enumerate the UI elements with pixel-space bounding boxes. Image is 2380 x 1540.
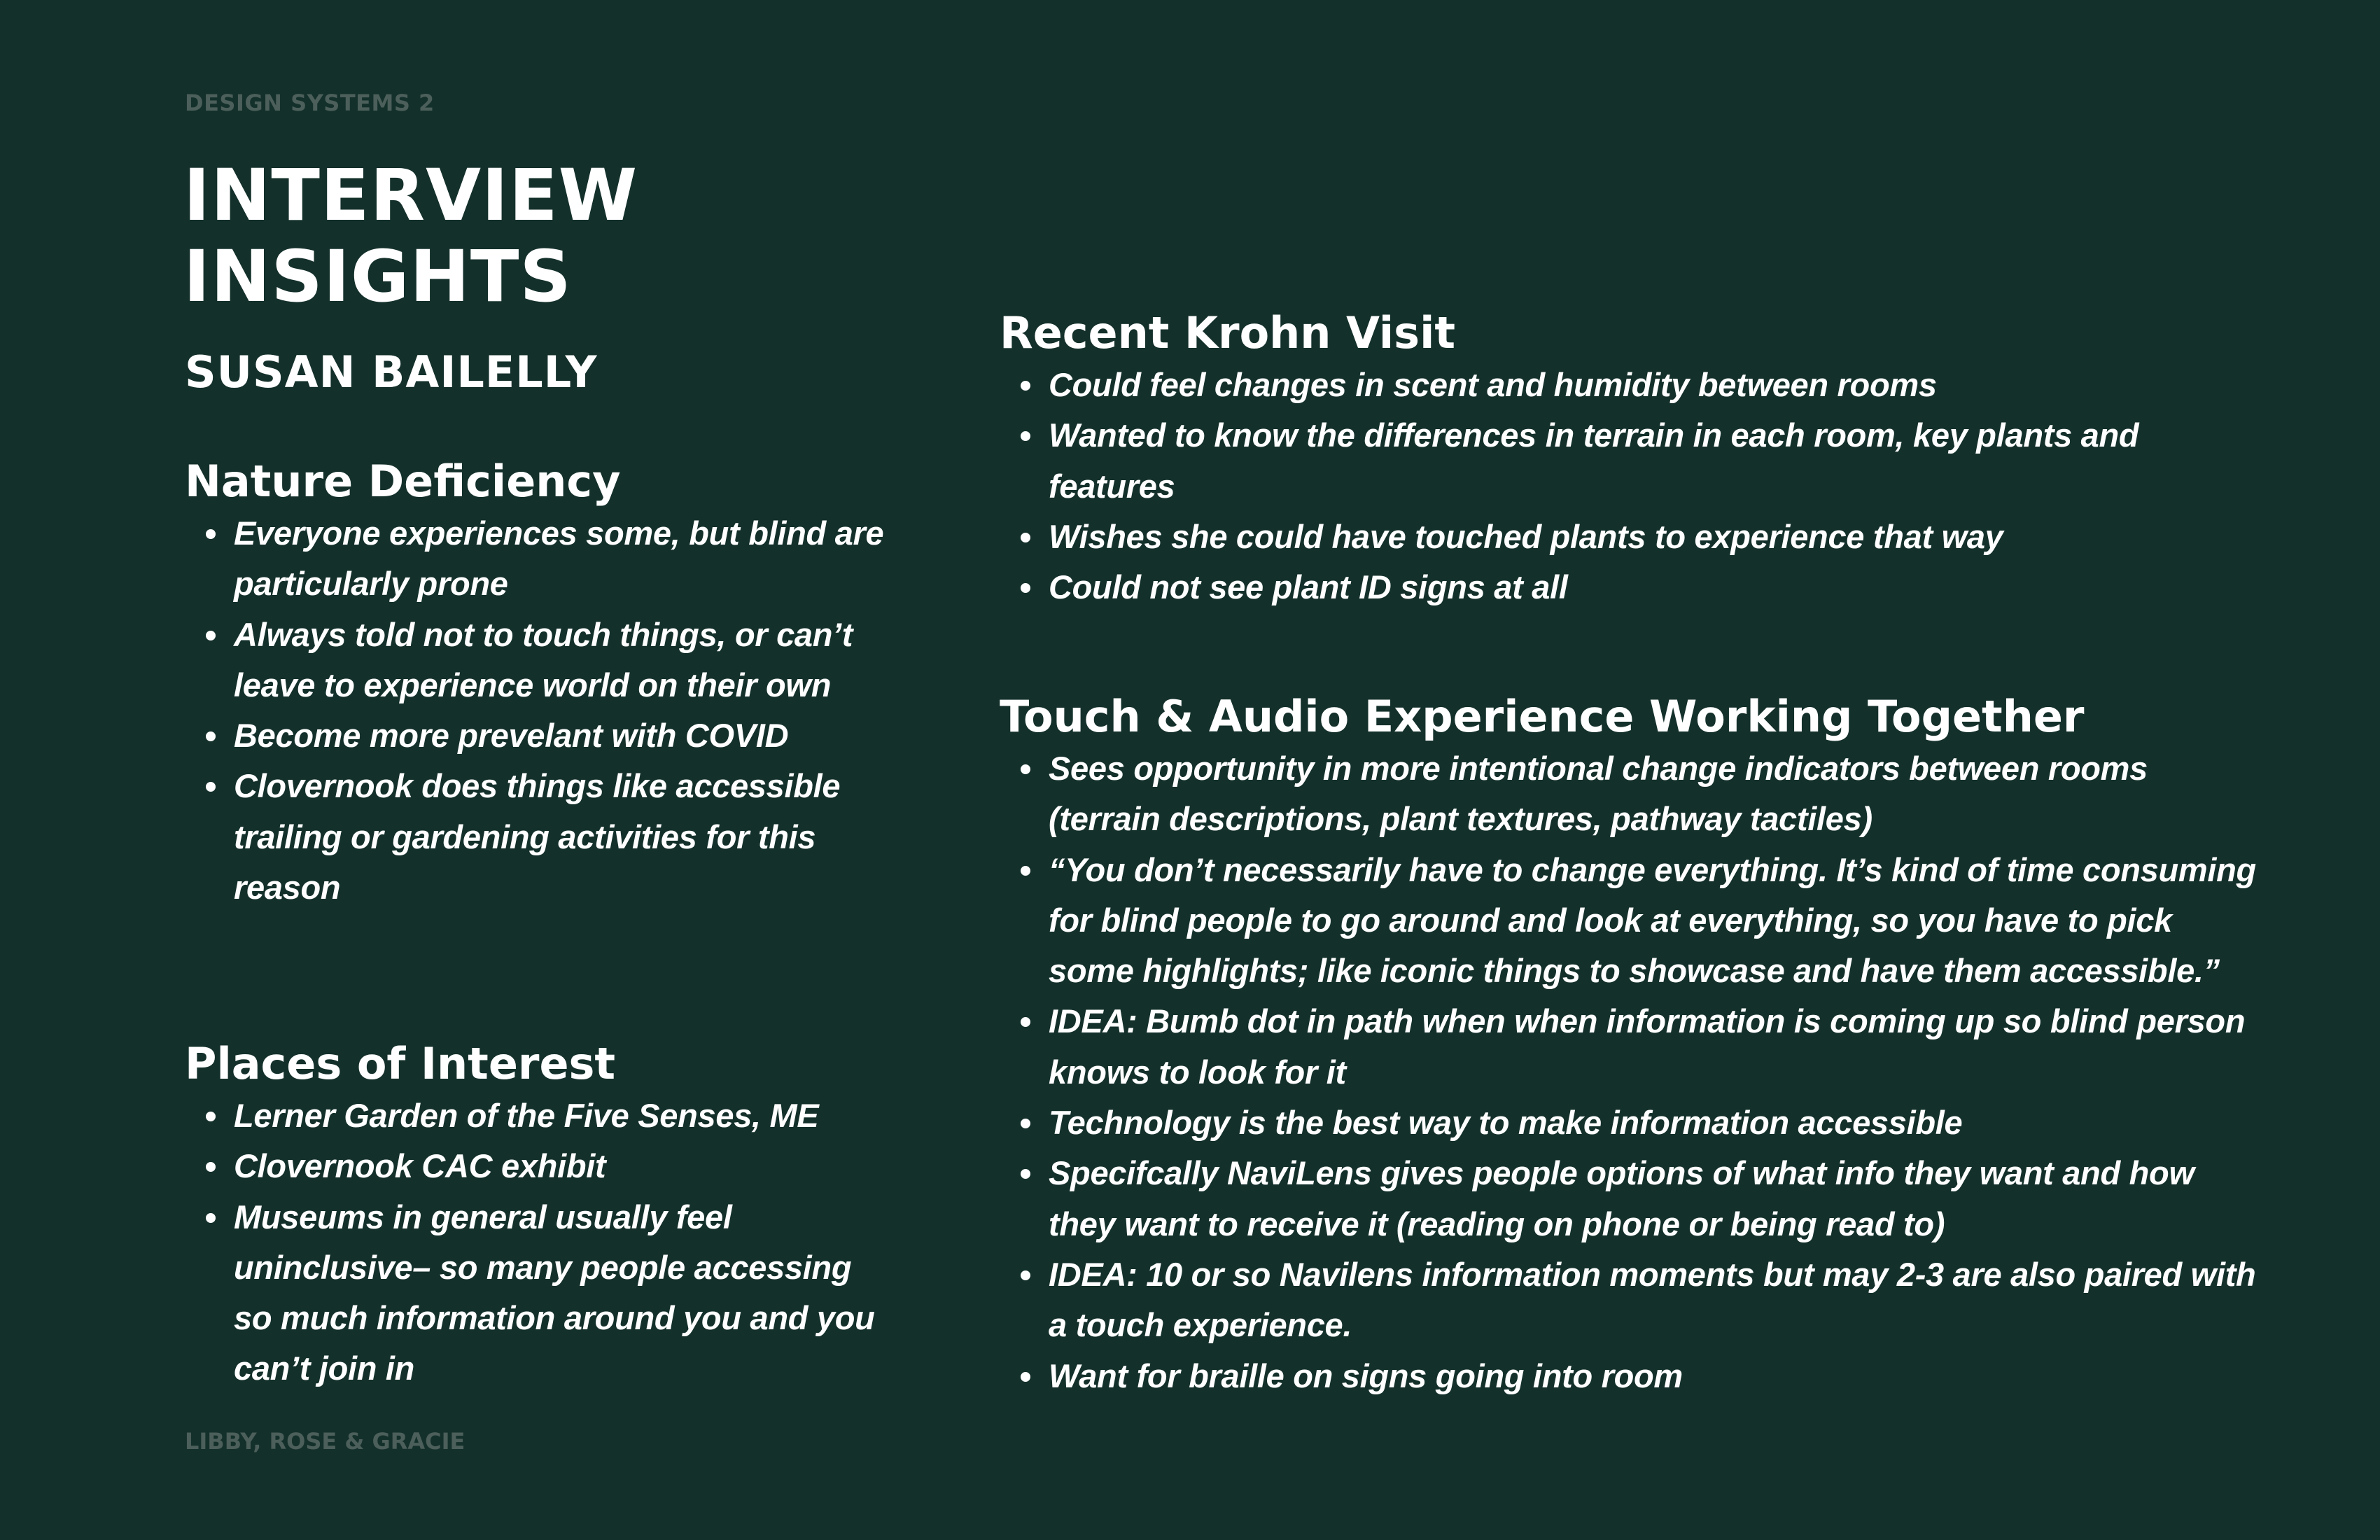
list-item: Everyone experiences some, but blind are particularly prone [234, 508, 885, 610]
list-item: IDEA: 10 or so Navilens information moments but may 2-3 are also paired with a touch experience. [1049, 1250, 2260, 1351]
page-title-line-2: INSIGHTS [183, 235, 572, 318]
list-item: IDEA: Bumb dot in path when when information is coming up so blind person knows to look for it [1049, 996, 2260, 1098]
list-item: Wishes she could have touched plants to experience that way [1049, 512, 2260, 562]
page-title-line-1: INTERVIEW [183, 154, 638, 237]
bullet-list [1000, 360, 2260, 612]
list-item: Wanted to know the differences in terrain in each room, key plants and features [1049, 410, 2260, 512]
list-item: Technology is the best way to make information accessible [1049, 1098, 2260, 1148]
list-item: Could feel changes in scent and humidity between rooms [1049, 360, 2260, 410]
page-title [183, 155, 638, 318]
section-heading: Touch & Audio Experience Working Together [1000, 691, 2085, 742]
list-item: Become more prevelant with COVID [234, 710, 885, 761]
bullet-list [1000, 743, 2260, 1401]
authors-footer: LIBBY, ROSE & GRACIE [185, 1428, 465, 1455]
list-item: Always told not to touch things, or can’t leave to experience world on their own [234, 610, 885, 711]
interviewee-name: SUSAN BAILELLY [185, 346, 598, 398]
list-item: Specifcally NaviLens gives people options of what info they want and how they want to receive it (reading on phone or being read to) [1049, 1148, 2260, 1250]
course-label: DESIGN SYSTEMS 2 [185, 90, 435, 116]
bullet-list [185, 1091, 885, 1394]
places-of-interest-section [185, 1037, 885, 1394]
list-item: Clovernook does things like accessible trailing or gardening activities for this reason [234, 761, 885, 913]
section-heading: Places of Interest [185, 1038, 616, 1089]
touch-audio-section [1000, 690, 2260, 1401]
list-item: Museums in general usually feel uninclusive– so many people accessing so much information around you and you can’t join in [234, 1192, 885, 1394]
list-item: Clovernook CAC exhibit [234, 1141, 885, 1191]
list-item: Lerner Garden of the Five Senses, ME [234, 1091, 885, 1141]
list-item: Sees opportunity in more intentional change indicators between rooms (terrain descriptions, plant textures, pathway tactiles) [1049, 743, 2260, 845]
list-item: “You don’t necessarily have to change everything. It’s kind of time consuming for blind people to go around and look at everything, so you have to pick some highlights; like iconic things to showcase and have them accessible.” [1049, 845, 2260, 997]
recent-krohn-visit-section [1000, 307, 2260, 612]
nature-deficiency-section [185, 455, 885, 913]
section-heading: Nature Deficiency [185, 456, 621, 507]
section-heading: Recent Krohn Visit [1000, 307, 1455, 358]
list-item: Want for braille on signs going into room [1049, 1351, 2260, 1401]
list-item: Could not see plant ID signs at all [1049, 562, 2260, 612]
bullet-list [185, 508, 885, 913]
